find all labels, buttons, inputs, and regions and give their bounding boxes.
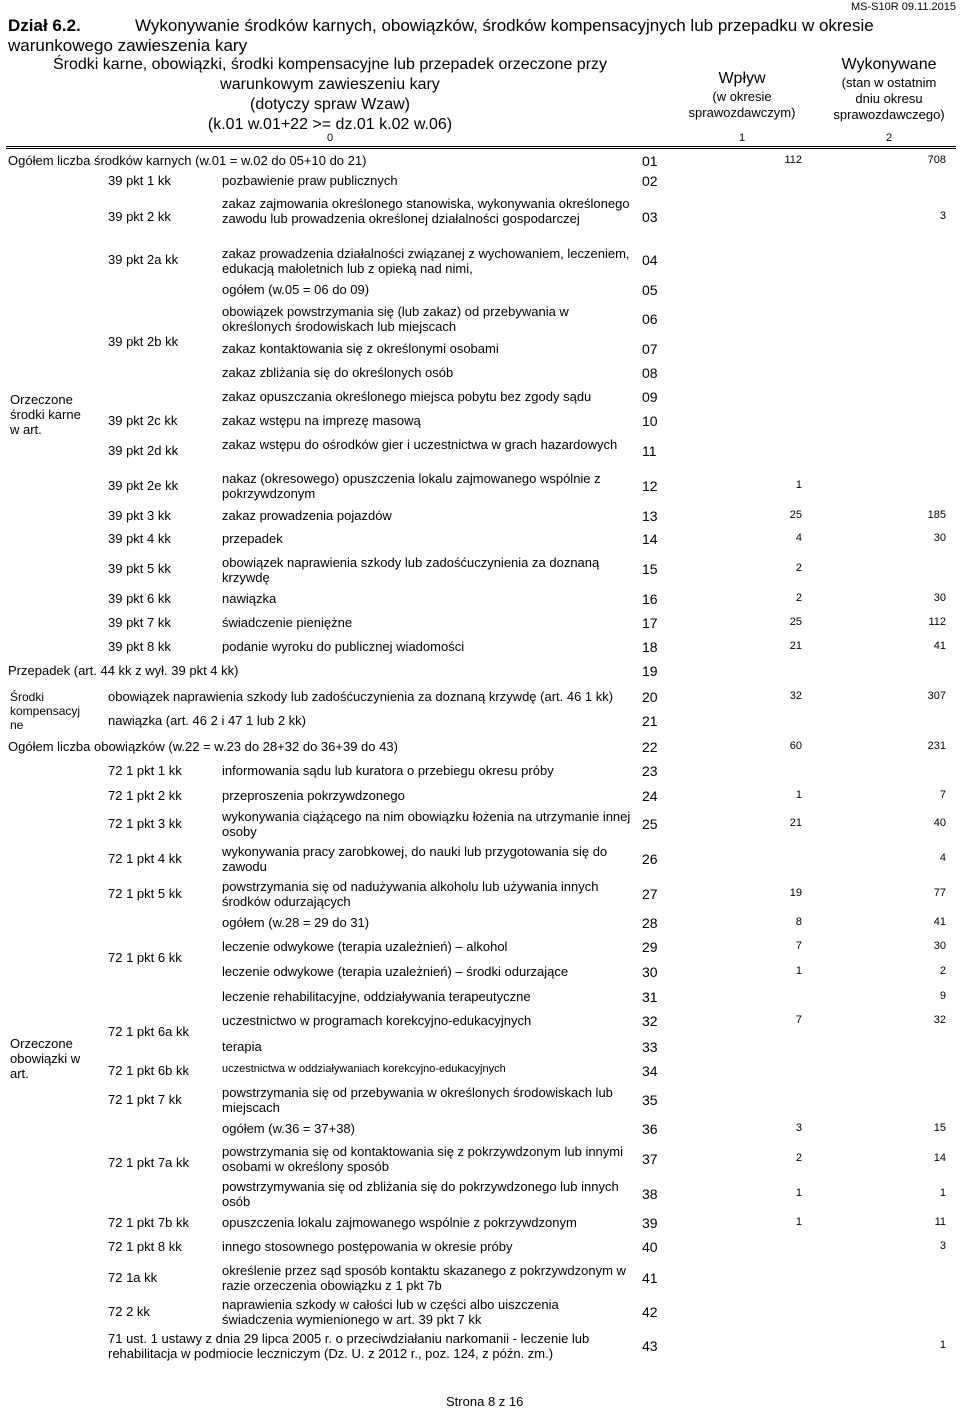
row-number: 05 [642, 282, 658, 298]
row-number: 37 [642, 1151, 658, 1167]
row-number: 13 [642, 508, 658, 524]
col2-sub3: sprawozdawczego) [833, 107, 945, 122]
row-description: zakaz zajmowania określonego stanowiska, wykonywania określonego zawodu lub prowadzenia określonej działalności gospodarczej [222, 196, 630, 226]
section-title-line1: Wykonywanie środków karnych, obowiązków, środków kompensacyjnych lub przepadku w okresie [135, 16, 874, 35]
row-value-executed: 9 [939, 990, 946, 1002]
row-description: opuszczenia lokalu zajmowanego wspólnie z pokrzywdzonym [222, 1215, 577, 1230]
row-number: 04 [642, 252, 658, 268]
section-number: Dział 6.2. [8, 16, 81, 35]
row-value-executed: 41 [933, 640, 946, 652]
row-value-executed: 30 [933, 940, 946, 952]
row-article: 72 1a kk [108, 1269, 158, 1285]
row-description: zakaz wstępu na imprezę masową [222, 413, 421, 428]
row-article: 72 1 pkt 5 kk [108, 885, 182, 901]
row-number: 07 [642, 341, 658, 357]
group-label-obligations: Orzeczone obowiązki w art. [10, 1036, 81, 1081]
row-number: 36 [642, 1121, 658, 1137]
row-value-executed: 14 [933, 1152, 946, 1164]
row-value-executed: 112 [928, 616, 946, 628]
row-number: 17 [642, 615, 658, 631]
row-number: 08 [642, 365, 658, 381]
row-article: 39 pkt 3 kk [108, 508, 171, 523]
row-number: 34 [642, 1063, 658, 1079]
row-article: 39 pkt 2c kk [108, 413, 178, 428]
row-value-executed: 40 [933, 817, 946, 829]
row-description: powstrzymania się od nadużywania alkoholu lub używania innych środków odurzających [222, 879, 599, 909]
row-description: nawiązka (art. 46 2 i 47 1 lub 2 kk) [108, 713, 306, 728]
row-description: naprawienia szkody w całości lub w części albo uiszczenia świadczenia wymienionego w art. 39 pkt 7 kk [222, 1297, 559, 1327]
row-article: 72 1 pkt 7a kk [108, 1155, 189, 1170]
row-value-executed: 1 [939, 1187, 946, 1199]
row-article: 72 1 pkt 6a kk [108, 1024, 189, 1039]
row-value-inflow: 1 [795, 789, 802, 801]
row-value-inflow: 1 [795, 1216, 802, 1228]
header-divider [6, 148, 956, 149]
group-label-penal: Orzeczone środki karne w art. [10, 392, 81, 437]
section-title-line2: warunkowego zawieszenia kary [8, 36, 248, 55]
row-description: nawiązka [222, 591, 277, 606]
row-article: 72 1 pkt 7b kk [108, 1215, 189, 1230]
row-number: 02 [642, 173, 658, 189]
row-number: 10 [642, 413, 658, 429]
row-number: 38 [642, 1186, 658, 1202]
row-article: 72 1 pkt 6b kk [108, 1063, 189, 1078]
subtitle-line1: Środki karne, obowiązki, środki kompensacyjne lub przepadek orzeczone przy [52, 56, 608, 73]
row-article: 39 pkt 5 kk [108, 560, 171, 576]
row-description: innego stosownego postępowania w okresie próby [222, 1239, 513, 1254]
row-value-executed: 4 [939, 852, 946, 864]
row-value-executed: 15 [933, 1122, 946, 1134]
row-article: 39 pkt 1 kk [108, 173, 171, 188]
row-description: powstrzymania się od kontaktowania się z pokrzywdzonym lub innymi osobami w określony sposób [222, 1144, 624, 1174]
row-number: 24 [642, 788, 658, 804]
row-number: 16 [642, 591, 658, 607]
row-description: świadczenie pieniężne [222, 615, 353, 630]
row-description: nakaz (okresowego) opuszczenia lokalu zajmowanego wspólnie z pokrzywdzonym [222, 471, 601, 501]
row-article: 39 pkt 2d kk [108, 442, 179, 458]
page-total: 16 [508, 1394, 524, 1409]
row-value-inflow: 2 [795, 562, 802, 574]
row-description: zakaz prowadzenia działalności związanej z wychowaniem, leczeniem, edukacją małoletnich lub z opieką nad nimi, [222, 246, 630, 276]
row-article: 72 1 pkt 7 kk [108, 1091, 182, 1107]
row-description: ogółem (w.28 = 29 do 31) [222, 915, 370, 930]
row-value-inflow: 1 [795, 965, 802, 977]
row-value-inflow: 1 [795, 1187, 802, 1199]
row-value-inflow: 7 [795, 940, 802, 952]
row-value-executed: 231 [927, 740, 946, 752]
row-description: uczestnictwa w oddziaływaniach korekcyjno-edukacyjnych [222, 1063, 506, 1075]
row-description: informowania sądu lub kuratora o przebiegu okresu próby [222, 763, 554, 778]
row-value-inflow: 1 [795, 479, 802, 491]
row-number: 12 [642, 478, 658, 494]
row-description: wykonywania ciążącego na nim obowiązku łożenia na utrzymanie innej osoby [222, 809, 631, 839]
row-number: 11 [642, 443, 657, 459]
row-value-inflow: 112 [784, 154, 802, 166]
row-article: 72 1 pkt 6 kk [108, 950, 182, 965]
row-value-inflow: 25 [789, 616, 802, 628]
row-description: zakaz zbliżania się do określonych osób [222, 365, 454, 380]
row-value-inflow: 2 [795, 592, 802, 604]
row-article: 39 pkt 2e kk [108, 477, 179, 493]
row-value-inflow: 21 [789, 640, 802, 652]
col-num-0: 0 [326, 132, 334, 144]
row-article: 72 1 pkt 3 kk [108, 815, 182, 831]
row-number: 20 [642, 689, 658, 705]
row-description: powstrzymywania się od zbliżania się do pokrzywdzonego lub innych osób [222, 1179, 619, 1209]
page-number: 8 [487, 1394, 496, 1409]
page-prefix: Strona [446, 1394, 485, 1409]
row-description: uczestnictwo w programach korekcyjno-edukacyjnych [222, 1013, 532, 1028]
col-num-1: 1 [738, 132, 746, 144]
row-description: zakaz prowadzenia pojazdów [222, 508, 392, 523]
col2-sub2: dniu okresu [855, 91, 923, 106]
row-number: 01 [642, 153, 658, 169]
row-number: 39 [642, 1215, 658, 1231]
row-article: 39 pkt 7 kk [108, 615, 171, 630]
row-number: 22 [642, 739, 658, 755]
row-number: 06 [642, 311, 658, 327]
row-description: leczenie odwykowe (terapia uzależnień) – alkohol [222, 939, 508, 954]
subtitle-line3: (dotyczy spraw Wzaw) [249, 96, 411, 113]
row-number: 14 [642, 531, 658, 547]
row-value-inflow: 21 [789, 817, 802, 829]
col1-sub1: (w okresie [712, 89, 772, 104]
row-description: zakaz wstępu do ośrodków gier i uczestnictwa w grach hazardowych [222, 437, 618, 452]
row-number: 29 [642, 939, 658, 955]
row-article: 39 pkt 2 kk [108, 208, 171, 224]
row-number: 25 [642, 816, 658, 832]
row-value-inflow: 25 [789, 509, 802, 521]
row-value-executed: 1 [939, 1339, 946, 1351]
row-value-inflow: 7 [795, 1014, 802, 1026]
row-value-inflow: 32 [789, 690, 802, 702]
row-value-inflow: 8 [795, 916, 802, 928]
row-value-inflow: 4 [795, 532, 802, 544]
row-value-inflow: 60 [789, 740, 802, 752]
row-value-executed: 2 [939, 965, 946, 977]
row-value-executed: 41 [933, 916, 946, 928]
row-number: 31 [642, 989, 658, 1005]
row-value-inflow: 19 [789, 887, 802, 899]
row-description: zakaz opuszczania określonego miejsca pobytu bez zgody sądu [222, 389, 592, 404]
row-number: 27 [642, 886, 658, 902]
col2-title: Wykonywane [841, 56, 937, 73]
row-label: Przepadek (art. 44 kk z wył. 39 pkt 4 kk) [8, 663, 239, 678]
row-article: 72 1 pkt 2 kk [108, 788, 182, 803]
row-description: powstrzymania się od przebywania w określonych środowiskach lub miejscach [222, 1085, 613, 1115]
row-number: 35 [642, 1092, 658, 1108]
row-description: przepadek [222, 531, 283, 546]
row-value-executed: 11 [934, 1216, 946, 1228]
row-article: 72 2 kk [108, 1303, 150, 1319]
col2-sub1: (stan w ostatnim [841, 75, 937, 90]
group-label-compensation: Środki kompensacyj ne [10, 690, 81, 732]
subtitle-line2: warunkowym zawieszeniu kary [220, 76, 440, 93]
row-article: 39 pkt 4 kk [108, 531, 171, 546]
row-number: 40 [642, 1239, 658, 1255]
row-description: obowiązek naprawienia szkody lub zadośćuczynienia za doznaną krzywdę [222, 555, 600, 585]
row-description: terapia [222, 1039, 262, 1054]
row-description: określenie przez sąd sposób kontaktu skazanego z pokrzywdzonym w razie orzeczenia obowiązku z 1 pkt 7b [222, 1263, 626, 1293]
row-value-executed: 3 [939, 210, 946, 222]
row-description: obowiązek powstrzymania się (lub zakaz) od przebywania w określonych środowiskach lub miejscach [222, 304, 569, 334]
header-divider [6, 146, 956, 147]
row-article: 39 pkt 6 kk [108, 591, 171, 606]
row-number: 32 [642, 1013, 658, 1029]
row-description: leczenie odwykowe (terapia uzależnień) – środki odurzające [222, 964, 569, 979]
col1-title: Wpływ [718, 70, 766, 87]
row-value-inflow: 2 [795, 1152, 802, 1164]
row-value-executed: 77 [933, 887, 946, 899]
row-number: 28 [642, 915, 658, 931]
row-number: 30 [642, 964, 658, 980]
row-number: 26 [642, 851, 658, 867]
row-description: ogółem (w.05 = 06 do 09) [222, 282, 370, 297]
row-value-executed: 32 [933, 1014, 946, 1026]
row-number: 09 [642, 389, 658, 405]
page-footer [446, 1394, 523, 1409]
row-number: 15 [642, 561, 658, 577]
row-article: 39 pkt 2a kk [108, 251, 179, 267]
row-description: zakaz kontaktowania się z określonymi osobami [222, 341, 499, 356]
row-description: 71 ust. 1 ustawy z dnia 29 lipca 2005 r. o przeciwdziałaniu narkomanii - leczenie lub rehabilitacja w podmiocie leczniczym (Dz. U. z 2012 r., poz. 124, z późn. zm.) [108, 1331, 590, 1361]
row-number: 42 [642, 1304, 658, 1320]
row-value-executed: 7 [939, 789, 946, 801]
row-value-executed: 3 [939, 1240, 946, 1252]
row-value-executed: 185 [927, 509, 946, 521]
row-article: 39 pkt 2b kk [108, 334, 179, 349]
row-description: obowiązek naprawienia szkody lub zadośćuczynienia za doznaną krzywdę (art. 46 1 kk) [108, 689, 614, 704]
row-article: 39 pkt 8 kk [108, 639, 171, 654]
row-description: podanie wyroku do publicznej wiadomości [222, 639, 465, 654]
row-number: 21 [642, 713, 658, 729]
row-description: pozbawienie praw publicznych [222, 173, 398, 188]
row-value-inflow: 3 [795, 1122, 802, 1134]
form-id: MS-S10R 09.11.2015 [851, 1, 956, 13]
row-number: 18 [642, 639, 658, 655]
row-value-executed: 708 [927, 154, 946, 166]
row-label: Ogółem liczba środków karnych (w.01 = w.02 do 05+10 do 21) [8, 153, 367, 168]
subtitle-line4: (k.01 w.01+22 >= dz.01 k.02 w.06) [207, 116, 453, 133]
col1-sub2: sprawozdawczym) [688, 105, 796, 120]
row-description: przeproszenia pokrzywdzonego [222, 788, 405, 803]
row-number: 23 [642, 763, 658, 779]
row-value-executed: 30 [933, 592, 946, 604]
row-number: 03 [642, 209, 658, 225]
row-article: 72 1 pkt 1 kk [108, 763, 182, 778]
row-description: leczenie rehabilitacyjne, oddziaływania terapeutyczne [222, 989, 531, 1004]
row-value-executed: 30 [933, 532, 946, 544]
row-article: 72 1 pkt 8 kk [108, 1239, 182, 1254]
row-description: wykonywania pracy zarobkowej, do nauki lub przygotowania się do zawodu [222, 844, 608, 874]
row-description: ogółem (w.36 = 37+38) [222, 1121, 355, 1136]
page-mid: z [498, 1394, 506, 1409]
row-label: Ogółem liczba obowiązków (w.22 = w.23 do 28+32 do 36+39 do 43) [8, 739, 398, 754]
row-number: 19 [642, 663, 658, 679]
row-number: 43 [642, 1338, 658, 1354]
row-number: 41 [642, 1270, 658, 1286]
row-article: 72 1 pkt 4 kk [108, 850, 182, 866]
row-number: 33 [642, 1039, 658, 1055]
col-num-2: 2 [885, 132, 893, 144]
row-value-executed: 307 [927, 690, 946, 702]
